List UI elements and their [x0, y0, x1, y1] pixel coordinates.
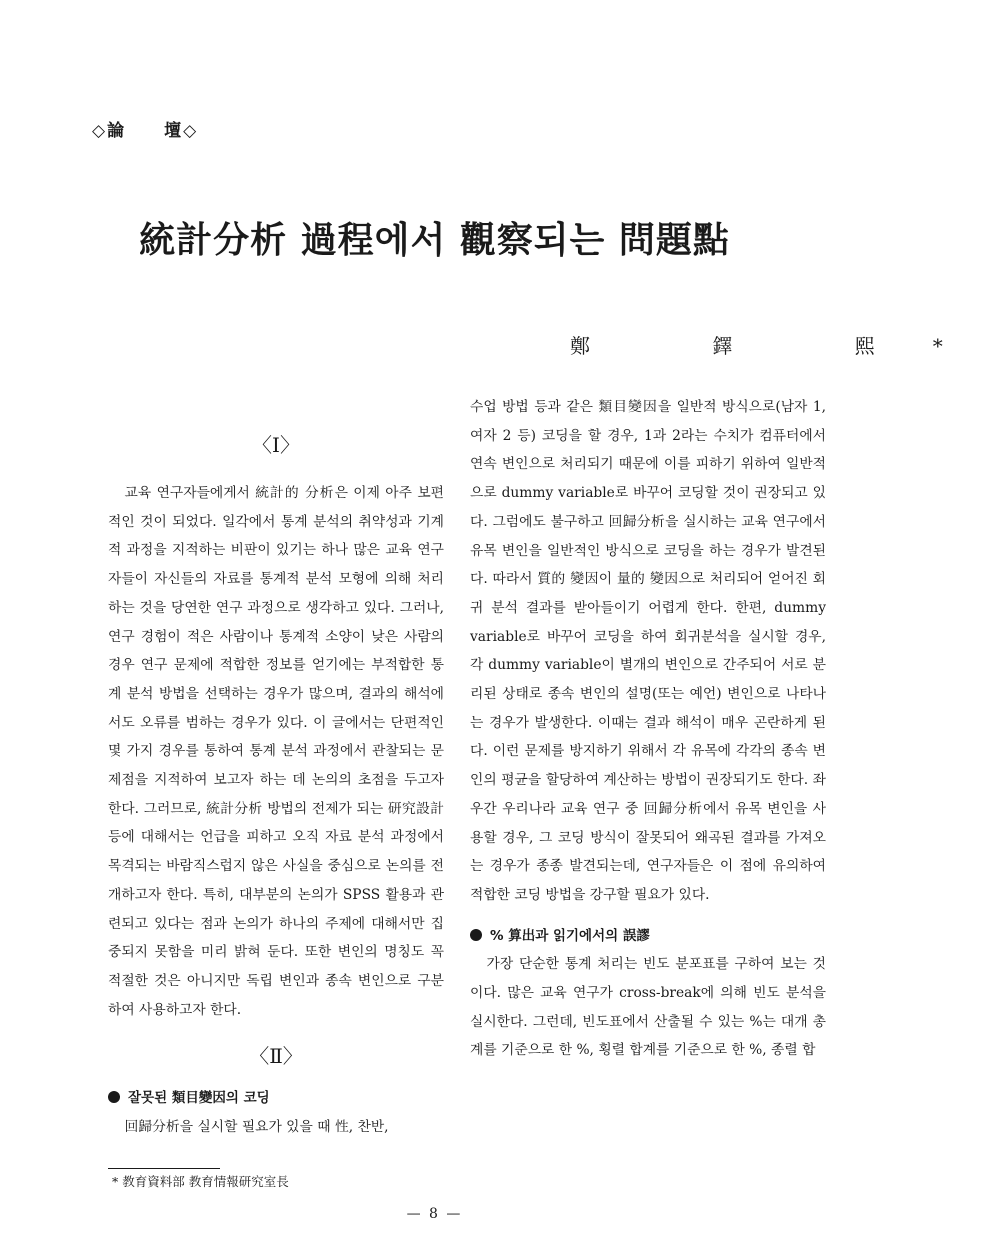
bullet-icon [108, 1091, 120, 1103]
footnote-rule [108, 1168, 220, 1169]
body-paragraph: 가장 단순한 통계 처리는 빈도 분포표를 구하여 보는 것이다. 많은 교육 연구가 cross-break에 의해 빈도 분석을 실시한다. 그런데, 빈도표에서 산출될 수 있는 %는 대개 총계를 기준으로 한 %, 횡렬 합계를 기준으로 한 %, 종렬 합 [470, 956, 826, 1059]
page-number: — 8 — [406, 1206, 463, 1222]
subheading-text: % 算出과 읽기에서의 誤謬 [490, 927, 650, 944]
body-paragraph: 교육 연구자들에게서 統計的 分析은 이제 아주 보편적인 것이 되었다. 일각에서 통계 분석의 취약성과 기계적 과정을 지적하는 비판이 있기는 하나 많은 교육 연구자들이 자신들의 자료를 통계적 분석 모형에 의해 처리하는 것을 당연한 연구 과정으로 생각하고 있다. 그러나, 연구 경험이 적은 사람이나 통계적 소양이 낮은 사람의 경우 연구 문제에 적합한 정보를 얻기에는 부적합한 통계 분석 방법을 선택하는 경우가 많으며, 결과의 해석에서도 오류를 범하는 경우가 있다. 이 글에서는 단편적인 몇 가지 경우를 통하여 통계 분석 과정에서 관찰되는 문제점을 지적하여 보고자 하는 데 논의의 초점을 두고자 한다. 그러므로, 統計分析 방법의 전제가 되는 研究設計 등에 대해서는 언급을 피하고 오직 자료 분석 과정에서 목격되는 바람직스럽지 않은 사실을 중심으로 논의를 전개하고자 한다. 특히, 대부분의 논의가 SPSS 활용과 관련되고 있다는 점과 논의가 하나의 주제에 대해서만 집중되지 못함을 미리 밝혀 둔다. 또한 변인의 명칭도 꼭 적절한 것은 아니지만 독립 변인과 종속 변인으로 구분하여 사용하고자 한다. [108, 485, 444, 1018]
section-tag: ◇論 壇◇ [92, 121, 199, 141]
section-heading-2: 〈Ⅱ〉 [249, 1044, 303, 1069]
subheading [108, 1084, 444, 1113]
bullet-icon [470, 929, 482, 941]
left-column [108, 393, 444, 1142]
subheading [470, 922, 826, 951]
subheading-text: 잘못된 類目變因의 코딩 [128, 1090, 270, 1107]
body-paragraph: 回歸分析을 실시할 필요가 있을 때 性, 찬반, [124, 1119, 389, 1136]
author-name: 鄭 鐸 熙* [570, 334, 1001, 358]
section-heading-1: 〈Ⅰ〉 [252, 433, 300, 457]
right-column [470, 393, 826, 1065]
article-title: 統計分析 過程에서 觀察되는 問題點 [139, 219, 730, 261]
body-paragraph: 수업 방법 등과 같은 類目變因을 일반적 방식으로(남자 1, 여자 2 등) 코딩을 할 경우, 1과 2라는 수치가 컴퓨터에서 연속 변인으로 처리되기 때문에 이를 피하기 위하여 일반적으로 dummy variable로 바꾸어 코딩할 것이 권장되고 있다. 그럼에도 불구하고 回歸分析을 실시하는 교육 연구에서 유목 변인을 일반적인 방식으로 코딩을 하는 경우가 발견된다. 따라서 質的 變因이 量的 變因으로 처리되어 얻어진 회귀 분석 결과를 받아들이기 어렵게 한다. 한편, dummy variable로 바꾸어 코딩을 하여 회귀분석을 실시할 경우, 각 dummy variable이 별개의 변인으로 간주되어 서로 분리된 상태로 종속 변인의 설명(또는 예언) 변인으로 나타나는 경우가 발생한다. 이때는 결과 해석이 매우 곤란하게 된다. 이런 문제를 방지하기 위해서 각 유목에 각각의 종속 변인의 평균을 할당하여 계산하는 방법이 권장되기도 한다. 좌우간 우리나라 교육 연구 중 回歸分析에서 유목 변인을 사용할 경우, 그 코딩 방식이 잘못되어 왜곡된 결과를 가져오는 경우가 종종 발견되는데, 연구자들은 이 점에 유의하여 적합한 코딩 방법을 강구할 필요가 있다. [470, 399, 826, 903]
footnote: * 教育資料部 教育情報研究室長 [112, 1174, 289, 1189]
